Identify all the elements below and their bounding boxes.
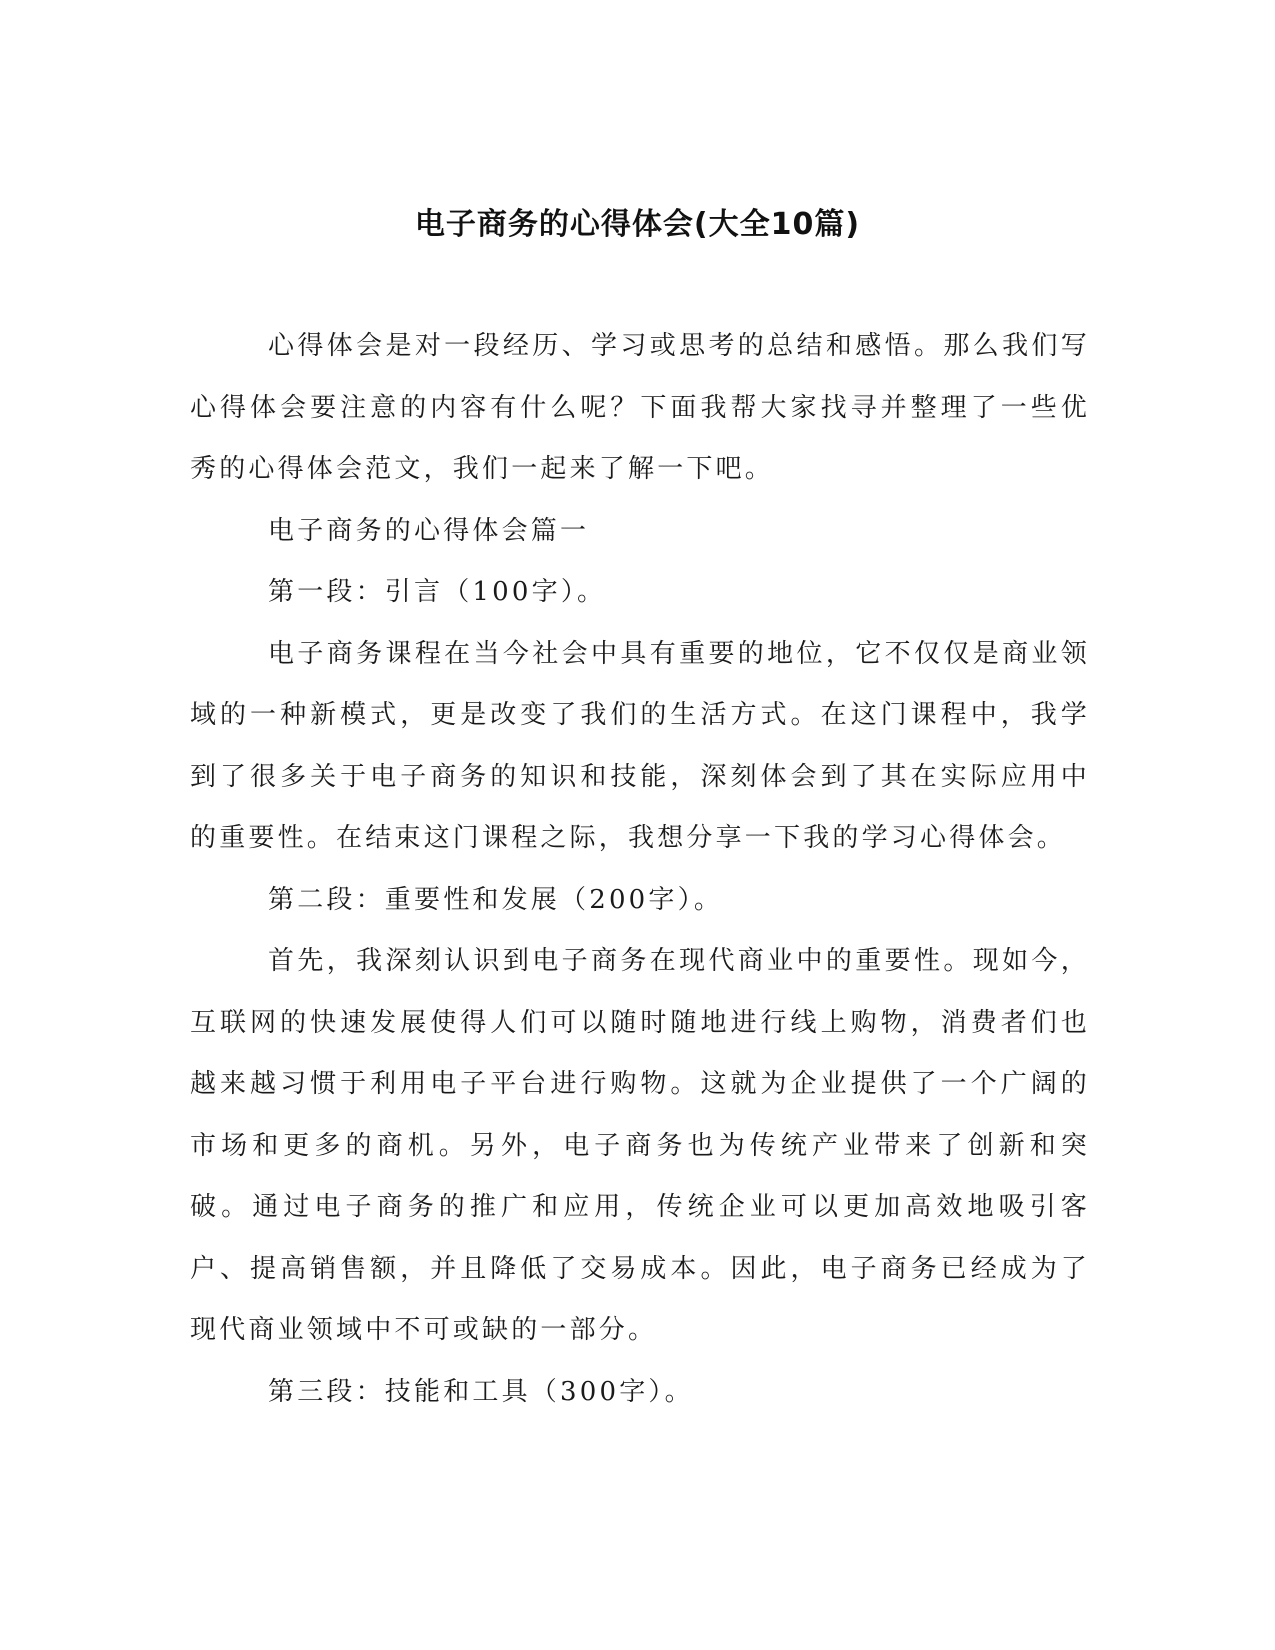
section2-heading: 第二段：重要性和发展（200字）。 [268, 884, 724, 915]
section1-heading: 第一段：引言（100字）。 [268, 577, 607, 607]
document-title: 电子商务的心得体会(大全10篇) [414, 207, 861, 242]
section1-paragraph: 电子商务课程在当今社会中具有重要的地位，它不仅仅是商业领域的一种新模式，更是改变了我们的生活方式。在这门课程中，我学到了很多关于电子商务的知识和技能，深刻体会到了其在实际应用中的重要性。在结束这门课程之际，我想分享一下我的学习心得体会。 [190, 638, 1090, 853]
intro-paragraph: 心得体会是对一段经历、学习或思考的总结和感悟。那么我们写心得体会要注意的内容有什么呢？下面我帮大家找寻并整理了一些优秀的心得体会范文，我们一起来了解一下吧。 [190, 331, 1090, 484]
section3-heading: 第三段：技能和工具（300字）。 [268, 1376, 694, 1407]
article-heading: 电子商务的心得体会篇一 [268, 515, 590, 546]
document-body [190, 316, 1090, 1423]
section2-paragraph: 首先，我深刻认识到电子商务在现代商业中的重要性。现如今，互联网的快速发展使得人们可以随时随地进行线上购物，消费者们也越来越习惯于利用电子平台进行购物。这就为企业提供了一个广阔的市场和更多的商机。另外，电子商务也为传统产业带来了创新和突破。通过电子商务的推广和应用，传统企业可以更加高效地吸引客户、提高销售额，并且降低了交易成本。因此，电子商务已经成为了现代商业领域中不可或缺的一部分。 [190, 946, 1090, 1345]
